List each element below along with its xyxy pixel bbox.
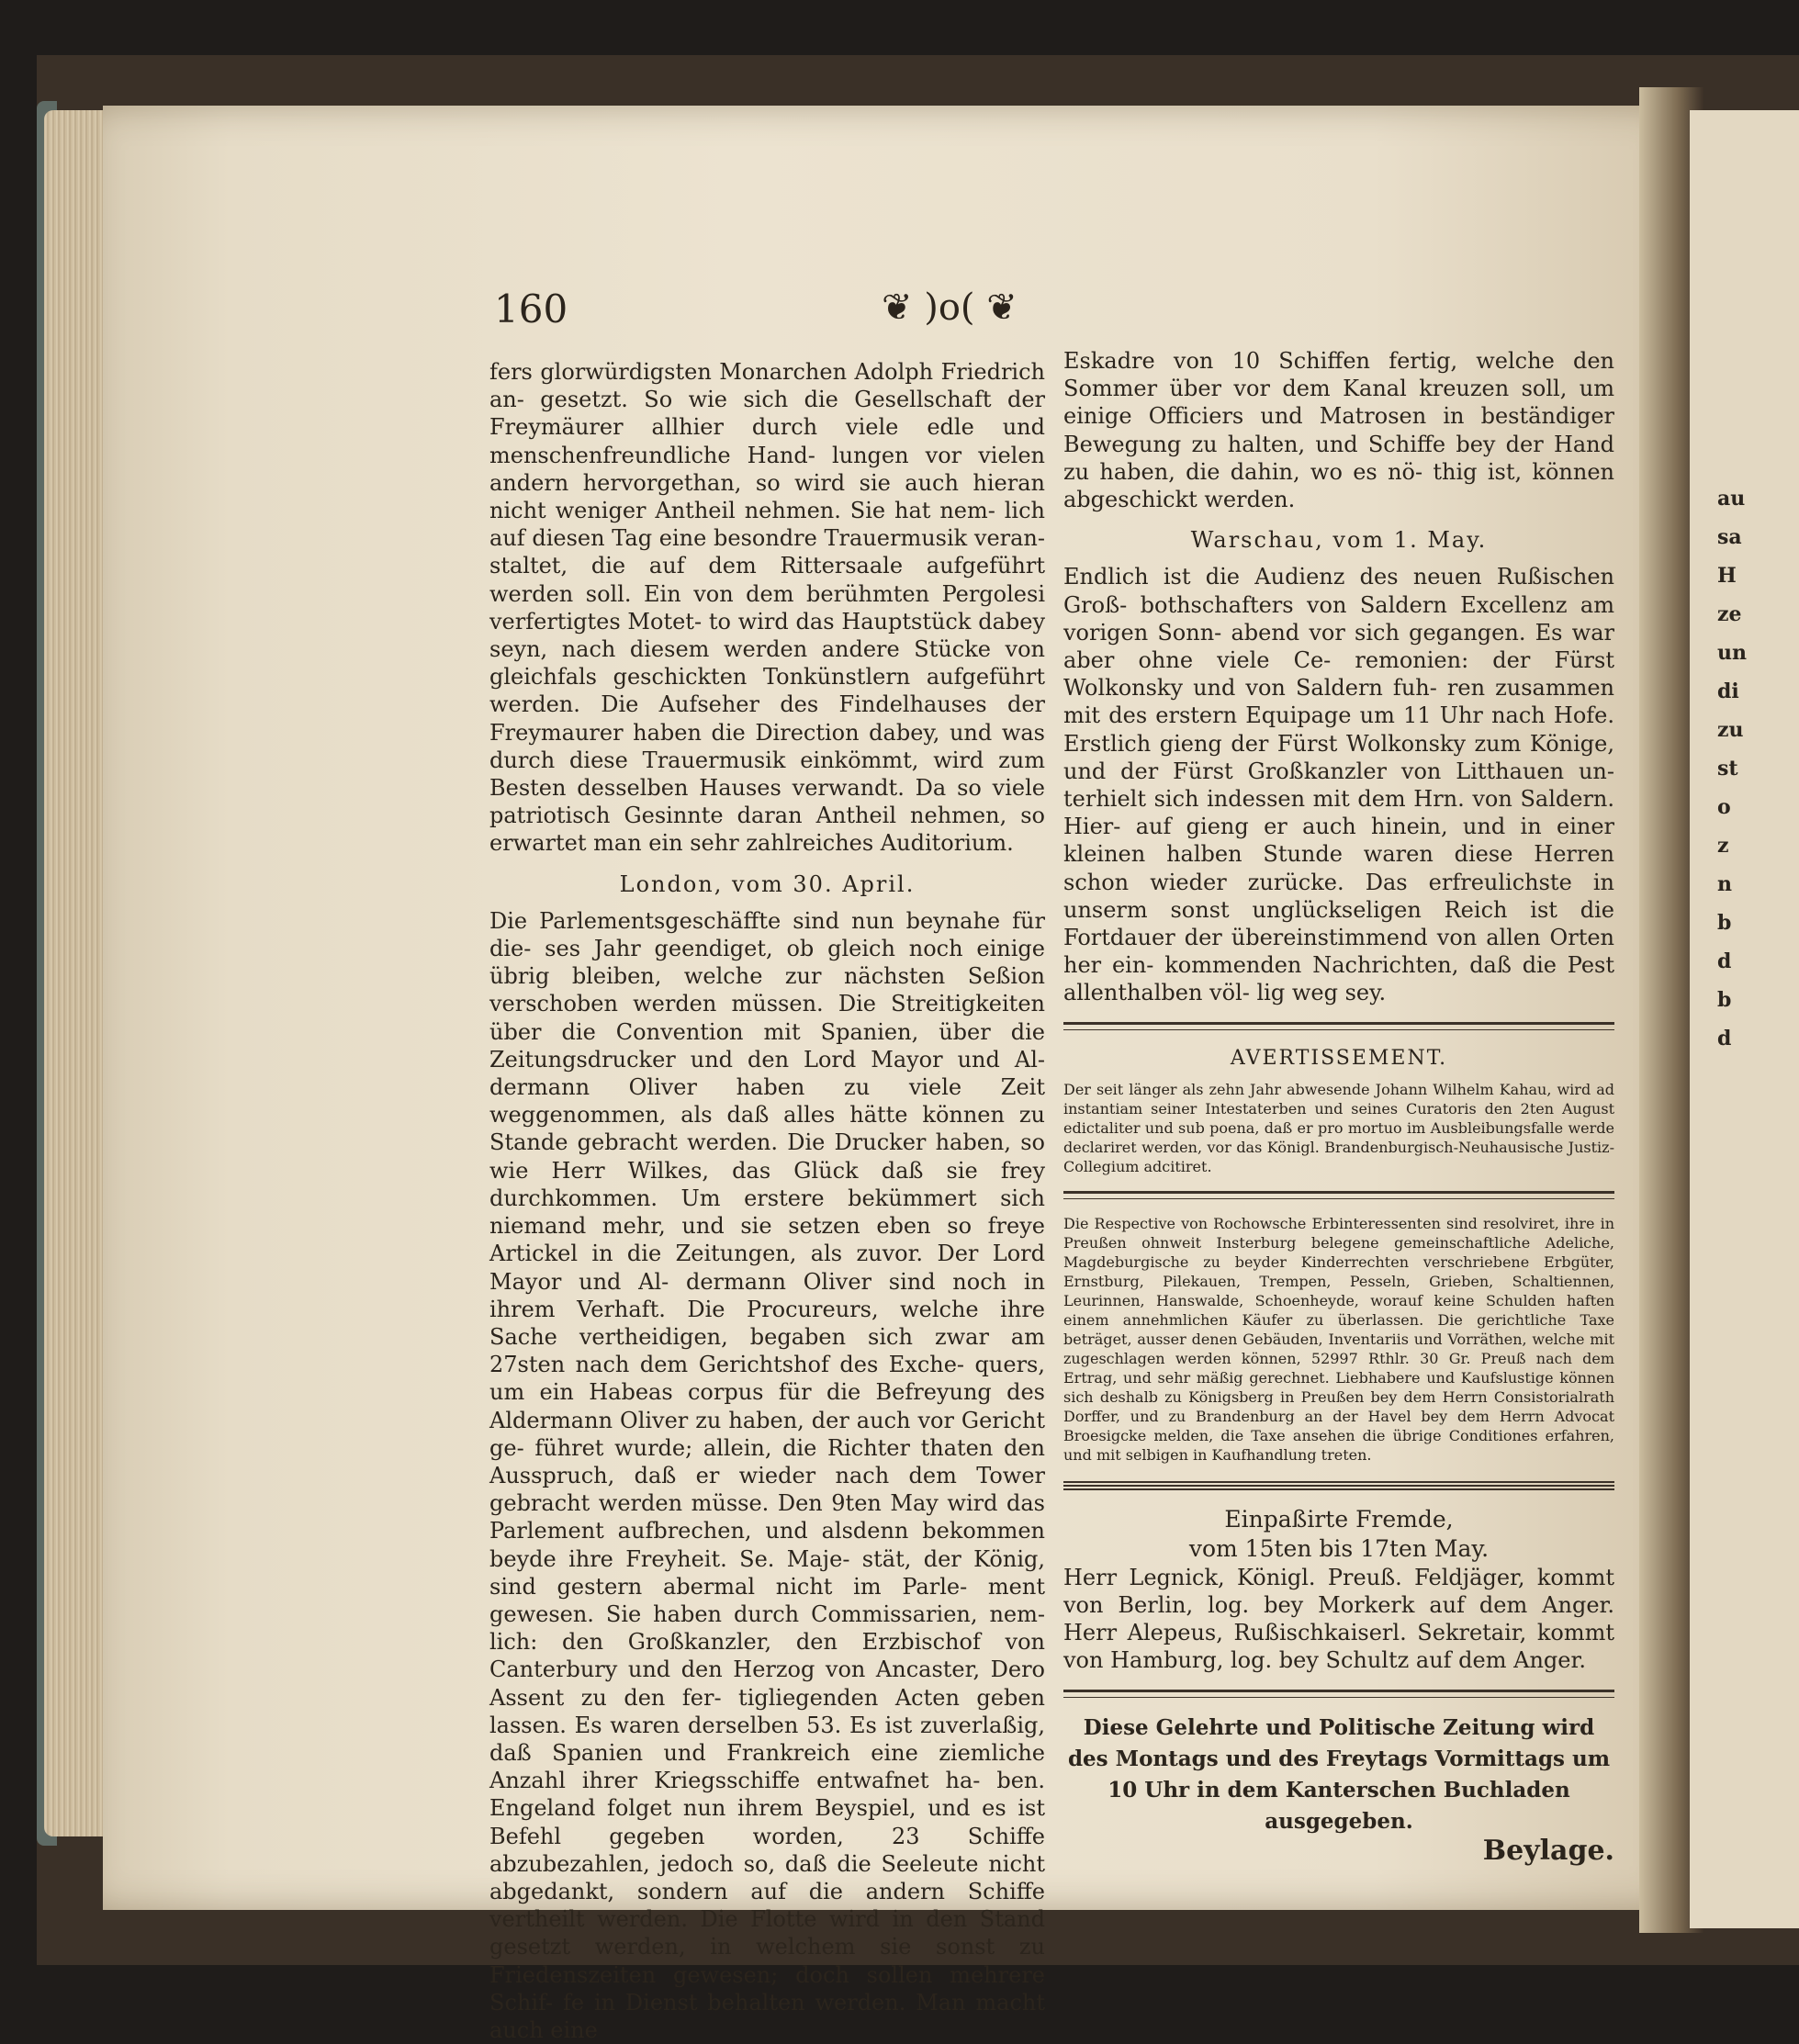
dateline-warschau: Warschau, vom 1. May. bbox=[1190, 527, 1488, 554]
next-page-fragment: sa bbox=[1717, 525, 1742, 549]
next-page-fragment: o bbox=[1717, 795, 1731, 819]
next-page-fragment: b bbox=[1717, 911, 1732, 935]
dateline-london: London, vom 30. April. bbox=[619, 870, 916, 897]
avertissement-text: Der seit länger als zehn Jahr abwesende Johann Wilhelm Kahau, wird ad instantiam seiner Intestaterben und seines Curatoris den 2ten August edictaliter und sub poena, daß er pro mortuo im Ausbleibungsfalle werde declariret werden, vor das Königl. Brandenburgisch-Neuhausische Justiz-Collegium adcitiret. bbox=[1063, 1080, 1614, 1175]
paragraph-london: Die Parlementsgeschäffte sind nun beynahe für die- ses Jahr geendiget, ob gleich noch einige übrig bleiben, welche zur nächsten Seßion verschoben werden müssen. Die Streitigkeiten über die Convention mit Spanien, über die Zeitungsdrucker und den Lord Mayor und Al- dermann Oliver haben zu viele Zeit weggenommen, als daß alles hätte können zu Stande gebracht werden. Die Drucker haben, so wie Herr Wilkes, das Glück daß sie frey durchkommen. Um erstere bekümmert sich niemand mehr, und sie setzen eben so freye Artickel in die Zeitungen, als zuvor. Der Lord Mayor und Al- dermann Oliver sind noch in ihrem Verhaft. Die Procureurs, welche ihre Sache vertheidigen, begaben sich zwar am 27sten nach dem Gerichtshof des Exche- quers, um ein Habeas corpus für die Befreyung des Aldermann Oliver zu haben, der auch vor Gericht ge- führet wurde; allein, die Richter thaten den Ausspruch, daß er wieder nach dem Tower gebracht werden müsse. Den 9ten May wird das Parlement aufbrechen, und alsdenn bekommen beyde ihre Freyheit. Se. Maje- stät, der König, sind gestern abermal nicht im Parle- ment gewesen. Sie haben durch Commissarien, nem- lich: den Großkanzler, den Erzbischof von Canterbury und den Herzog von Ancaster, Dero Assent zu den fer- tigliegenden Acten geben lassen. Es waren derselben 53. Es ist zuverlaßig, daß Spanien und Frankreich eine ziemliche Anzahl ihrer Kriegsschiffe entwafnet ha- ben. Engeland folget nun ihrem Beyspiel, und es ist Befehl gegeben worden, 23 Schiffe abzubezahlen, jedoch so, daß die Seeleute nicht abgedankt, sondern auf die andern Schiffe vertheilt werden. Die Flotte wird in den Stand gesetzt werden, in welchem sie sonst zu Friedenszeiten gewesen; doch sollen mehrere Schif- fe in Dienst behalten werden. Man macht auch eine bbox=[489, 907, 1045, 2043]
divider bbox=[1063, 1690, 1614, 1698]
paragraph-warschau: Endlich ist die Audienz des neuen Rußischen Groß- bothschafters von Saldern Excellenz am vorigen Sonn- abend vor sich gegangen. Es war aber ohne viele Ce- remonien: der Fürst Wolkonsky und von Saldern fuh- ren zusammen mit des erstern Equipage um 11 Uhr nach Hofe. Erstlich gieng der Fürst Wolkonsky zum Könige, und der Fürst Großkanzler von Litthauen un- terhielt sich indessen mit dem Hrn. von Saldern. Hier- auf gieng er auch hinein, und in einer kleinen halben Stunde waren diese Herren schon wieder zurücke. Das erfreulichste in unserm sonst unglückseligen Reich ist die Fortdauer der übereinstimmend von allen Orten her ein- kommenden Nachrichten, daß die Pest allenthalben völ- lig weg sey. bbox=[1063, 564, 1614, 1006]
page-number: 160 bbox=[494, 286, 568, 331]
column-right bbox=[1063, 347, 1614, 1865]
divider bbox=[1063, 1022, 1614, 1030]
header-ornament: ❦ )o( ❦ bbox=[882, 286, 1018, 329]
arrivals-text: Herr Legnick, Königl. Preuß. Feldjäger, kommt von Berlin, log. bey Morkerk auf dem Anger. Herr Alepeus, Rußischkaiserl. Sekretair, kommt von Hamburg, log. bey Schultz auf dem Anger. bbox=[1063, 1564, 1614, 1674]
next-page-fragment: d bbox=[1717, 949, 1732, 973]
next-page-fragment: d bbox=[1717, 1027, 1732, 1050]
publication-notice: Diese Gelehrte und Politische Zeitung wird des Montags und des Freytags Vormittags um 10 Uhr in dem Kanterschen Buchladen ausgegeben. bbox=[1067, 1714, 1611, 1834]
next-page-fragment: ze bbox=[1717, 602, 1742, 626]
paragraph-eskadre: Eskadre von 10 Schiffen fertig, welche den Sommer über vor dem Kanal kreuzen soll, um einige Officiers und Matrosen in beständiger Bewegung zu halten, und Schiffe bey der Hand zu haben, die dahin, wo es nö- thig ist, können abgeschickt werden. bbox=[1063, 348, 1614, 513]
paragraph-freemasons: fers glorwürdigsten Monarchen Adolph Friedrich an- gesetzt. So wie sich die Gesellschaft der Freymäurer allhier durch viele edle und menschenfreundliche Hand- lungen vor vielen andern hervorgethan, so wird sie auch hieran nicht weniger Antheil nehmen. Sie hat nem- lich auf diesen Tag eine besondre Trauermusik veran- staltet, die auf dem Rittersaale aufgeführt werden soll. Ein von dem berühmten Pergolesi verfertigtes Motet- to wird das Hauptstück dabey seyn, nach diesem werden andere Stücke von gleichfals geschickten Tonkünstlern aufgeführt werden. Die Aufseher des Findelhauses der Freymaurer haben die Direction dabey, und was durch diese Trauermusik einkömmt, wird zum Besten desselben Hauses verwandt. Da so viele patriotisch Gesinnte daran Antheil nehmen, so erwartet man ein sehr zahlreiches Auditorium. bbox=[489, 359, 1045, 857]
divider-thick bbox=[1063, 1479, 1614, 1490]
divider bbox=[1063, 1191, 1614, 1199]
next-page-fragment: n bbox=[1717, 872, 1732, 896]
next-page-fragment: H bbox=[1717, 564, 1737, 588]
next-page-fragment: un bbox=[1717, 641, 1747, 665]
arrivals-heading: Einpaßirte Fremde, bbox=[1224, 1505, 1454, 1533]
column-left bbox=[489, 358, 1045, 2044]
next-page-fragment: au bbox=[1717, 487, 1746, 511]
next-page-fragment: z bbox=[1717, 834, 1729, 858]
arrivals-dates: vom 15ten bis 17ten May. bbox=[1188, 1534, 1490, 1562]
catchword: Beylage. bbox=[1482, 1834, 1614, 1867]
next-page-fragment: zu bbox=[1717, 718, 1744, 742]
next-page-edge bbox=[1690, 110, 1799, 1928]
estate-sale-notice: Die Respective von Rochowsche Erbinteressenten sind resolviret, ihre in Preußen ohnweit Insterburg belegene gemeinschaftliche Adeliche, Magdeburgische zu beyder Kinderrechten verschriebene Erbgüter, Ernstburg, Pilekauen, Trempen, Pesseln, Grieben, Schaltiennen, Leurinnen, Hanswalde, Schoenheyde, worauf keine Schulden haften einem annehmlichen Käufer zu überlassen. Die gerichtliche Taxe beträget, ausser denen Gebäuden, Inventariis und Vorräthen, welche mit zugeschlagen werden können, 52997 Rthlr. 30 Gr. Preuß nach dem Ertrag, und sehr mäßig gerechnet. Liebhabere und Kaufslustige können sich deshalb zu Königsberg in Preußen bey dem Herrn Consistorialrath Dorffer, und zu Brandenburg an der Havel bey dem Herrn Advocat Broesigcke melden, die Taxe ansehen die übrige Conditiones erfahren, und mit selbigen in Kaufhandlung treten. bbox=[1063, 1214, 1614, 1464]
next-page-fragment: st bbox=[1717, 757, 1738, 781]
next-page-fragment: di bbox=[1717, 679, 1739, 703]
next-page-fragment: b bbox=[1717, 988, 1732, 1012]
avertissement-title: AVERTISSEMENT. bbox=[1230, 1046, 1448, 1070]
